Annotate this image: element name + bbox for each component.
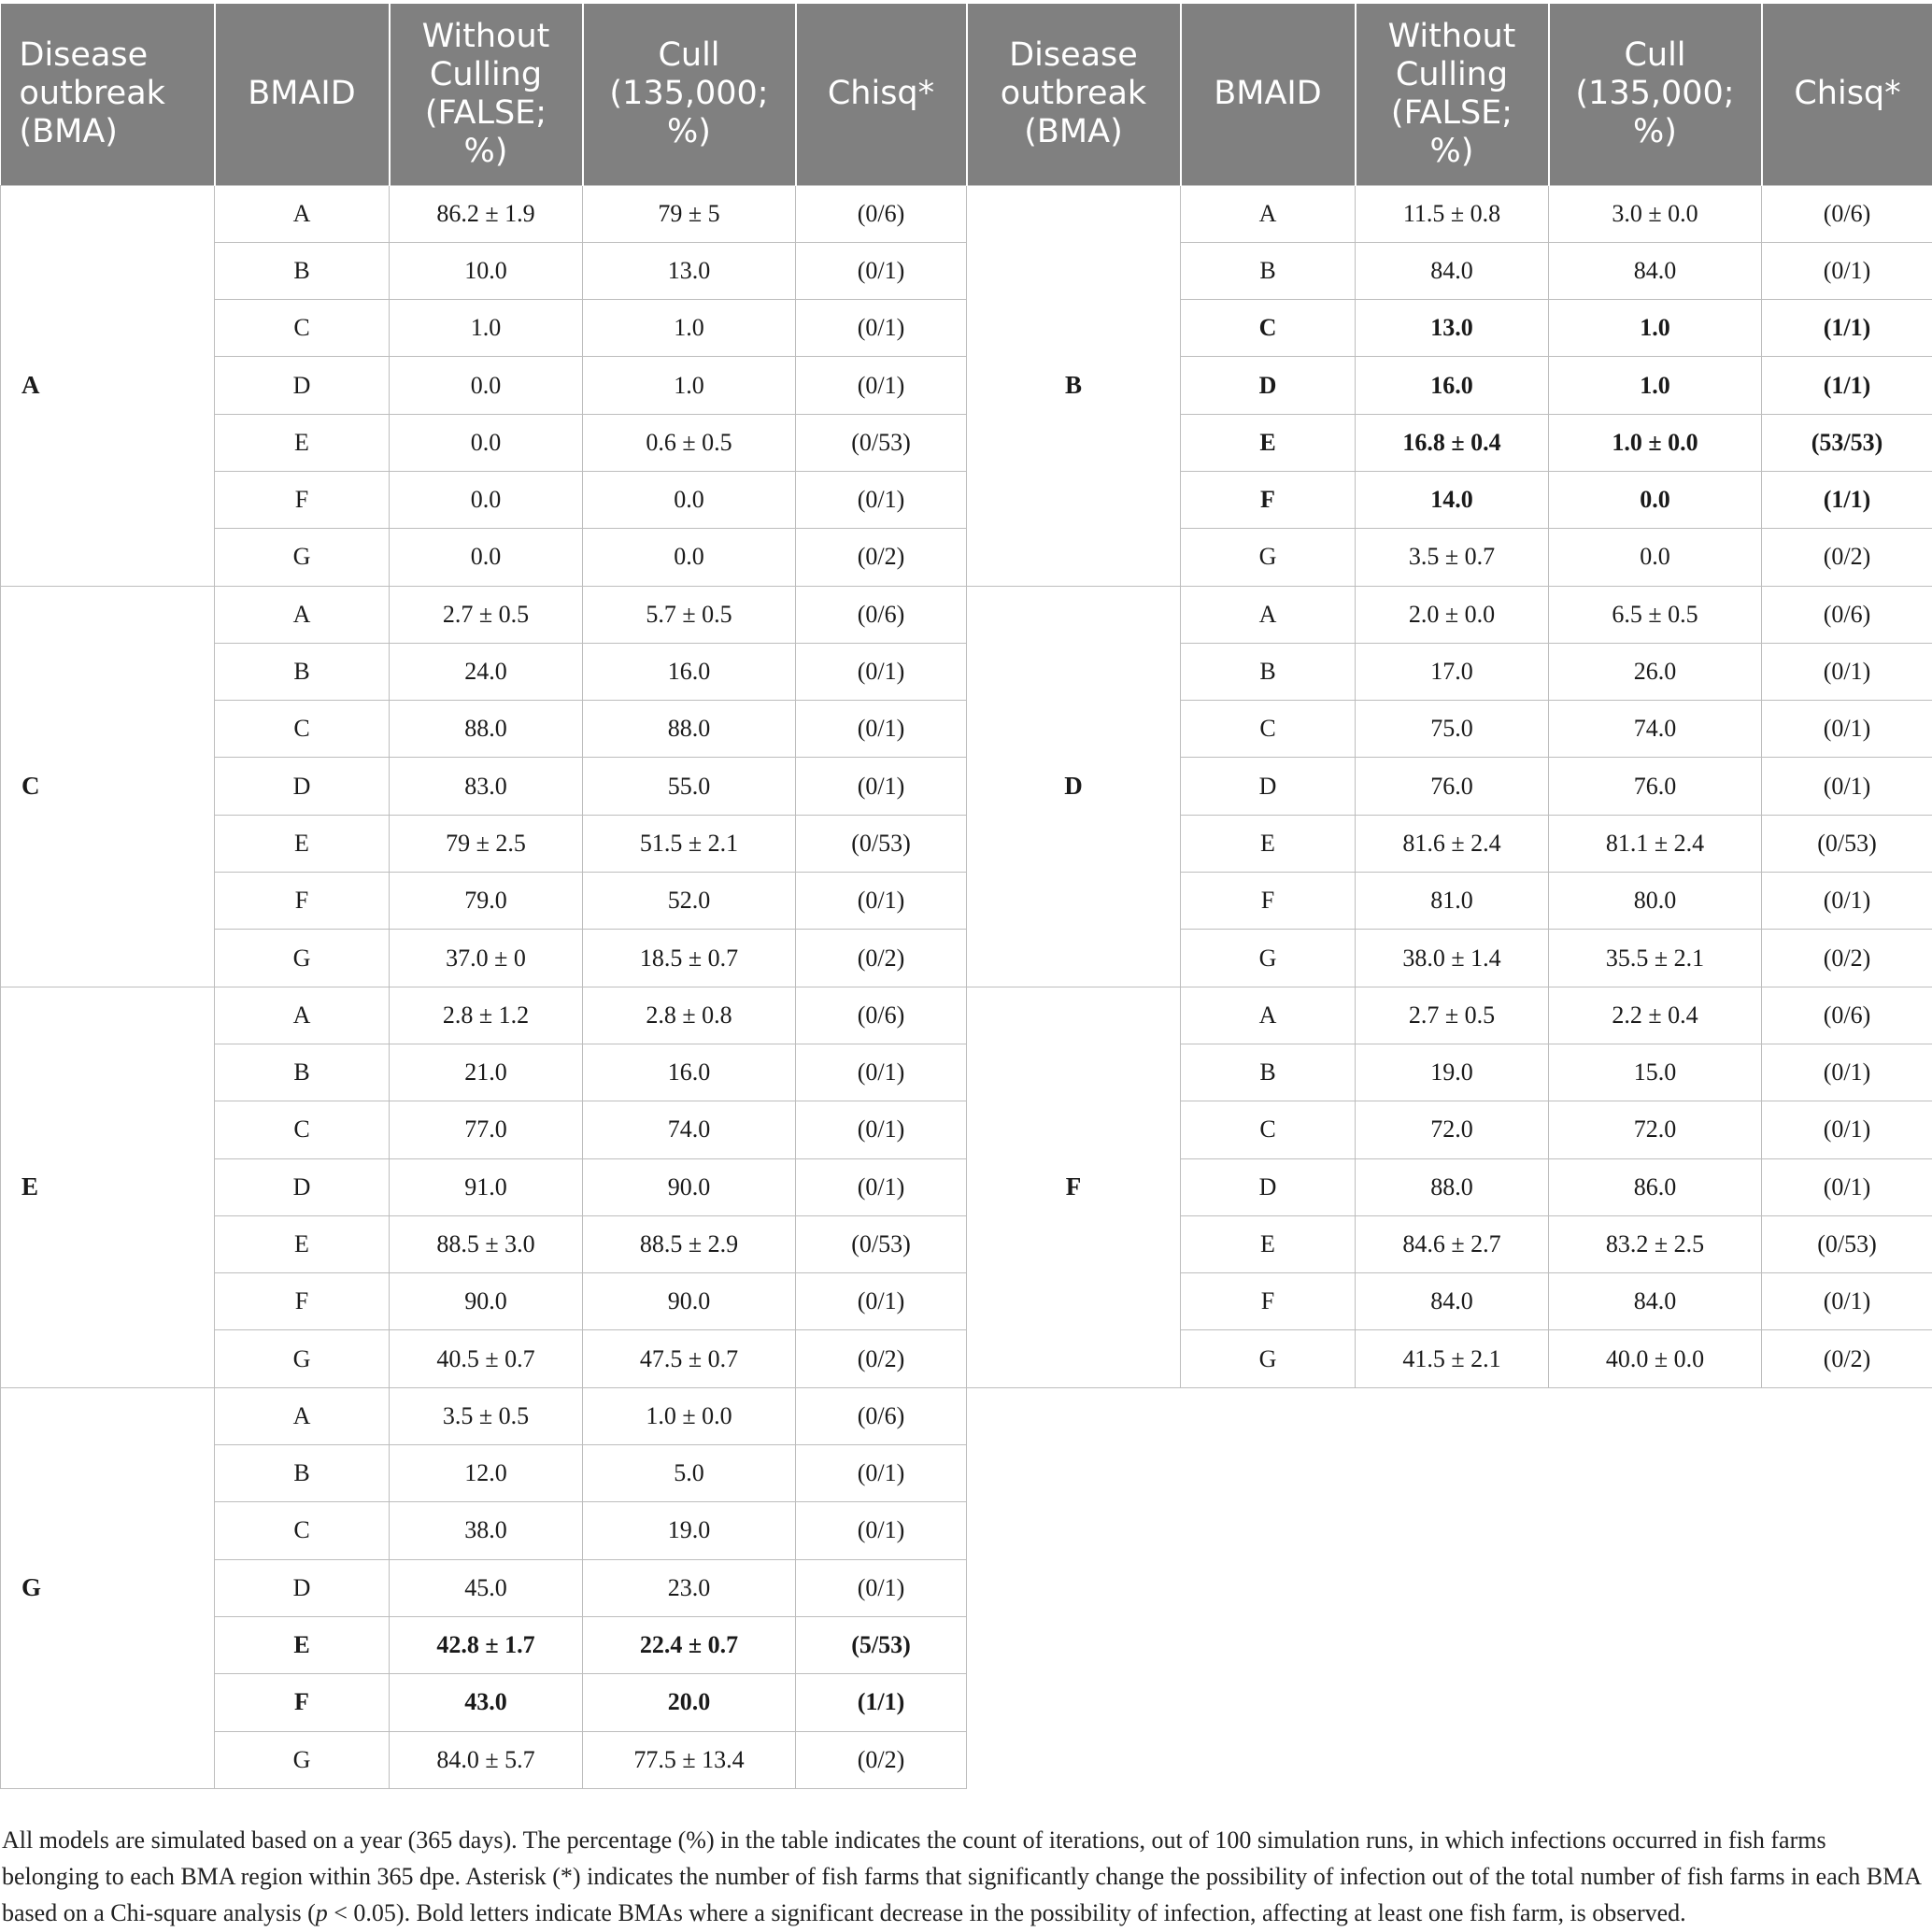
cell-without: 1.0 [390, 300, 583, 357]
cell-bmaid: B [215, 1044, 390, 1101]
cell-chisq: (0/1) [796, 643, 967, 700]
table-footnote [0, 1822, 1925, 1931]
cell-cull: 51.5 ± 2.1 [583, 815, 796, 872]
cell-bmaid: G [215, 1731, 390, 1788]
outbreak-bma-label: F [967, 987, 1181, 1387]
cell-chisq: (0/1) [1762, 758, 1932, 815]
cell-bmaid: C [215, 300, 390, 357]
cell-bmaid: B [215, 1445, 390, 1502]
cell-without: 88.0 [1356, 1158, 1549, 1215]
cell-cull: 5.7 ± 0.5 [583, 586, 796, 643]
cell-cull: 0.0 [1549, 529, 1762, 586]
cell-without: 13.0 [1356, 300, 1549, 357]
cell-cull: 16.0 [583, 1044, 796, 1101]
cell-bmaid: E [1181, 414, 1356, 471]
cell-chisq: (0/1) [1762, 643, 1932, 700]
cell-chisq: (0/6) [796, 586, 967, 643]
cell-bmaid: F [215, 471, 390, 528]
cell-cull: 5.0 [583, 1445, 796, 1502]
cell-bmaid: D [215, 1158, 390, 1215]
cell-bmaid: C [215, 1502, 390, 1559]
cell-cull: 1.0 [583, 357, 796, 414]
cell-cull: 15.0 [1549, 1044, 1762, 1101]
cell-cull: 77.5 ± 13.4 [583, 1731, 796, 1788]
cell-cull: 74.0 [1549, 701, 1762, 758]
outbreak-bma-label: D [967, 586, 1181, 987]
cell-without: 91.0 [390, 1158, 583, 1215]
table-row [1, 1387, 1932, 1444]
cell-without: 45.0 [390, 1559, 583, 1616]
cell-without: 79 ± 2.5 [390, 815, 583, 872]
header-bmaid: BMAID [215, 4, 390, 185]
table-row [1, 758, 1932, 815]
cell-bmaid: E [215, 815, 390, 872]
cell-cull: 81.1 ± 2.4 [1549, 815, 1762, 872]
cell-without: 2.7 ± 0.5 [390, 586, 583, 643]
cell-chisq: (0/53) [1762, 815, 1932, 872]
cell-cull: 1.0 [583, 300, 796, 357]
cell-cull: 84.0 [1549, 242, 1762, 299]
cell-chisq: (0/1) [796, 1445, 967, 1502]
cell-bmaid: A [215, 586, 390, 643]
cell-chisq: (0/1) [1762, 701, 1932, 758]
cell-cull: 1.0 [1549, 357, 1762, 414]
results-table-container [0, 4, 1932, 1789]
cell-bmaid: D [215, 758, 390, 815]
cell-chisq: (1/1) [1762, 471, 1932, 528]
cell-chisq: (0/2) [1762, 930, 1932, 987]
cell-cull: 90.0 [583, 1158, 796, 1215]
cell-chisq: (0/6) [796, 1387, 967, 1444]
cell-chisq: (1/1) [1762, 300, 1932, 357]
cell-cull: 88.0 [583, 701, 796, 758]
cell-chisq: (53/53) [1762, 414, 1932, 471]
cell-without: 16.8 ± 0.4 [1356, 414, 1549, 471]
cell-chisq: (0/6) [1762, 586, 1932, 643]
cell-cull: 76.0 [1549, 758, 1762, 815]
table-row [1, 1215, 1932, 1272]
cell-cull: 1.0 ± 0.0 [1549, 414, 1762, 471]
cell-chisq: (0/1) [1762, 1273, 1932, 1330]
header-chisq: Chisq* [796, 4, 967, 185]
cell-chisq: (0/1) [796, 1044, 967, 1101]
cell-without: 10.0 [390, 242, 583, 299]
cell-without: 12.0 [390, 1445, 583, 1502]
cell-chisq: (0/1) [1762, 873, 1932, 930]
cell-cull: 1.0 ± 0.0 [583, 1387, 796, 1444]
cell-chisq: (0/6) [796, 987, 967, 1044]
header-row [1, 4, 1932, 185]
table-row [1, 1273, 1932, 1330]
cell-cull: 52.0 [583, 873, 796, 930]
cell-without: 86.2 ± 1.9 [390, 185, 583, 242]
cell-without: 75.0 [1356, 701, 1549, 758]
cell-chisq: (0/1) [1762, 1158, 1932, 1215]
cell-cull: 55.0 [583, 758, 796, 815]
outbreak-bma-label: B [967, 185, 1181, 586]
cell-cull: 16.0 [583, 643, 796, 700]
cell-bmaid: C [215, 701, 390, 758]
cell-without: 41.5 ± 2.1 [1356, 1330, 1549, 1387]
cell-cull: 84.0 [1549, 1273, 1762, 1330]
cell-bmaid: G [215, 529, 390, 586]
cell-without: 81.6 ± 2.4 [1356, 815, 1549, 872]
table-row [1, 873, 1932, 930]
outbreak-bma-label: E [1, 987, 215, 1387]
cell-without: 19.0 [1356, 1044, 1549, 1101]
cell-without: 0.0 [390, 414, 583, 471]
cell-without: 84.0 [1356, 1273, 1549, 1330]
cell-without: 37.0 ± 0 [390, 930, 583, 987]
cell-without: 0.0 [390, 471, 583, 528]
cell-cull: 18.5 ± 0.7 [583, 930, 796, 987]
cell-without: 42.8 ± 1.7 [390, 1616, 583, 1673]
footnote-text-2: < 0.05). Bold letters indicate BMAs where a significant decrease in the possibility of infection, affecting at least one fish farm, is observed. [327, 1899, 1686, 1926]
cell-bmaid: B [215, 643, 390, 700]
cell-without: 17.0 [1356, 643, 1549, 700]
cell-chisq: (0/53) [1762, 1215, 1932, 1272]
cell-cull: 22.4 ± 0.7 [583, 1616, 796, 1673]
cell-chisq: (0/6) [1762, 987, 1932, 1044]
cell-chisq: (0/2) [1762, 529, 1932, 586]
cell-bmaid: F [1181, 471, 1356, 528]
cell-cull: 80.0 [1549, 873, 1762, 930]
outbreak-bma-label: A [1, 185, 215, 586]
cell-bmaid: G [1181, 529, 1356, 586]
cell-without: 84.0 [1356, 242, 1549, 299]
cell-bmaid: F [1181, 873, 1356, 930]
cell-chisq: (0/2) [796, 930, 967, 987]
cell-chisq: (1/1) [1762, 357, 1932, 414]
cell-cull: 3.0 ± 0.0 [1549, 185, 1762, 242]
cell-chisq: (0/1) [1762, 1044, 1932, 1101]
header-disease-outbreak: Disease outbreak (BMA) [1, 4, 215, 185]
cell-bmaid: G [215, 1330, 390, 1387]
cell-bmaid: D [1181, 1158, 1356, 1215]
table-row [1, 987, 1932, 1044]
cell-bmaid: B [1181, 643, 1356, 700]
cell-without: 0.0 [390, 357, 583, 414]
table-row [1, 300, 1932, 357]
cell-chisq: (0/1) [1762, 1101, 1932, 1158]
cell-bmaid: A [215, 1387, 390, 1444]
cell-without: 16.0 [1356, 357, 1549, 414]
cell-bmaid: B [1181, 1044, 1356, 1101]
cell-cull: 26.0 [1549, 643, 1762, 700]
cell-chisq: (0/1) [796, 873, 967, 930]
cell-cull: 40.0 ± 0.0 [1549, 1330, 1762, 1387]
table-row [1, 1101, 1932, 1158]
cell-chisq: (1/1) [796, 1674, 967, 1731]
cell-without: 2.0 ± 0.0 [1356, 586, 1549, 643]
cell-bmaid: E [215, 414, 390, 471]
cell-without: 11.5 ± 0.8 [1356, 185, 1549, 242]
cell-bmaid: A [1181, 987, 1356, 1044]
cell-cull: 0.0 [583, 471, 796, 528]
cell-bmaid: E [215, 1215, 390, 1272]
header-disease-outbreak-right: Disease outbreak (BMA) [967, 4, 1181, 185]
cell-bmaid: C [215, 1101, 390, 1158]
cell-chisq: (0/1) [796, 471, 967, 528]
cell-cull: 0.0 [1549, 471, 1762, 528]
cell-bmaid: A [215, 185, 390, 242]
table-row [1, 414, 1932, 471]
cell-bmaid: D [1181, 357, 1356, 414]
table-row [1, 586, 1932, 643]
cell-bmaid: D [215, 357, 390, 414]
cell-chisq: (0/1) [1762, 242, 1932, 299]
cell-chisq: (0/2) [796, 529, 967, 586]
cell-chisq: (0/1) [796, 701, 967, 758]
cell-without: 84.6 ± 2.7 [1356, 1215, 1549, 1272]
cell-chisq: (0/1) [796, 242, 967, 299]
cell-cull: 13.0 [583, 242, 796, 299]
cell-cull: 0.0 [583, 529, 796, 586]
cell-without: 72.0 [1356, 1101, 1549, 1158]
cell-chisq: (0/53) [796, 1215, 967, 1272]
empty-cell [967, 1387, 1932, 1788]
cell-bmaid: F [215, 873, 390, 930]
cell-without: 79.0 [390, 873, 583, 930]
cell-bmaid: C [1181, 300, 1356, 357]
cell-without: 2.8 ± 1.2 [390, 987, 583, 1044]
cell-without: 14.0 [1356, 471, 1549, 528]
cell-without: 88.5 ± 3.0 [390, 1215, 583, 1272]
footnote-text-1: All models are simulated based on a year (365 days). The percentage (%) in the table indicates the count of iterations, out of 100 simulation runs, in which infections occurred in fish farms belonging to each BMA region within 365 dpe. Asterisk (*) indicates the number of fish farms that significantly change the possibility of infection out of the total number of fish farms in each BMA based on a Chi-square analysis ( [2, 1826, 1921, 1926]
cell-bmaid: B [1181, 242, 1356, 299]
cell-chisq: (0/1) [796, 1273, 967, 1330]
header-chisq-right: Chisq* [1762, 4, 1932, 185]
cell-without: 84.0 ± 5.7 [390, 1731, 583, 1788]
cell-without: 88.0 [390, 701, 583, 758]
cell-cull: 2.2 ± 0.4 [1549, 987, 1762, 1044]
cell-chisq: (0/1) [796, 357, 967, 414]
cell-without: 38.0 ± 1.4 [1356, 930, 1549, 987]
cell-bmaid: F [1181, 1273, 1356, 1330]
cell-chisq: (0/1) [796, 1559, 967, 1616]
table-row [1, 643, 1932, 700]
cell-cull: 86.0 [1549, 1158, 1762, 1215]
cell-chisq: (0/53) [796, 815, 967, 872]
table-row [1, 1158, 1932, 1215]
cell-without: 81.0 [1356, 873, 1549, 930]
header-bmaid-right: BMAID [1181, 4, 1356, 185]
cell-without: 83.0 [390, 758, 583, 815]
cell-without: 38.0 [390, 1502, 583, 1559]
cell-without: 24.0 [390, 643, 583, 700]
cell-cull: 35.5 ± 2.1 [1549, 930, 1762, 987]
cell-cull: 90.0 [583, 1273, 796, 1330]
cell-without: 3.5 ± 0.5 [390, 1387, 583, 1444]
cell-cull: 19.0 [583, 1502, 796, 1559]
cell-bmaid: E [1181, 815, 1356, 872]
cell-without: 43.0 [390, 1674, 583, 1731]
outbreak-bma-label: C [1, 586, 215, 987]
cell-bmaid: A [1181, 185, 1356, 242]
header-cull: Cull (135,000; %) [583, 4, 796, 185]
table-row [1, 529, 1932, 586]
cell-cull: 72.0 [1549, 1101, 1762, 1158]
cell-cull: 83.2 ± 2.5 [1549, 1215, 1762, 1272]
cell-without: 76.0 [1356, 758, 1549, 815]
cell-cull: 23.0 [583, 1559, 796, 1616]
cell-chisq: (0/6) [1762, 185, 1932, 242]
cell-chisq: (0/2) [796, 1330, 967, 1387]
cell-cull: 0.6 ± 0.5 [583, 414, 796, 471]
cell-bmaid: D [215, 1559, 390, 1616]
table-body [1, 185, 1932, 1788]
cell-without: 0.0 [390, 529, 583, 586]
header-cull-right: Cull (135,000; %) [1549, 4, 1762, 185]
table-row [1, 357, 1932, 414]
cell-without: 21.0 [390, 1044, 583, 1101]
cell-cull: 79 ± 5 [583, 185, 796, 242]
cell-chisq: (0/1) [796, 300, 967, 357]
cell-bmaid: G [1181, 1330, 1356, 1387]
cell-bmaid: B [215, 242, 390, 299]
outbreak-bma-label: G [1, 1387, 215, 1788]
cell-chisq: (0/6) [796, 185, 967, 242]
cell-without: 3.5 ± 0.7 [1356, 529, 1549, 586]
table-row [1, 815, 1932, 872]
cell-cull: 47.5 ± 0.7 [583, 1330, 796, 1387]
cell-bmaid: A [1181, 586, 1356, 643]
cell-cull: 6.5 ± 0.5 [1549, 586, 1762, 643]
cell-without: 77.0 [390, 1101, 583, 1158]
cell-without: 2.7 ± 0.5 [1356, 987, 1549, 1044]
cell-bmaid: D [1181, 758, 1356, 815]
cell-bmaid: E [1181, 1215, 1356, 1272]
cell-chisq: (0/1) [796, 1101, 967, 1158]
table-row [1, 1044, 1932, 1101]
cell-bmaid: F [215, 1273, 390, 1330]
table-row [1, 471, 1932, 528]
cell-bmaid: G [215, 930, 390, 987]
cell-cull: 74.0 [583, 1101, 796, 1158]
cell-cull: 1.0 [1549, 300, 1762, 357]
table-row [1, 185, 1932, 242]
cell-cull: 20.0 [583, 1674, 796, 1731]
cell-bmaid: F [215, 1674, 390, 1731]
footnote-p-symbol: p [315, 1899, 328, 1926]
cell-chisq: (0/2) [1762, 1330, 1932, 1387]
cell-without: 40.5 ± 0.7 [390, 1330, 583, 1387]
table-row [1, 701, 1932, 758]
table-row [1, 930, 1932, 987]
cell-chisq: (0/2) [796, 1731, 967, 1788]
cell-chisq: (0/1) [796, 758, 967, 815]
cell-bmaid: C [1181, 701, 1356, 758]
cell-bmaid: G [1181, 930, 1356, 987]
cell-cull: 2.8 ± 0.8 [583, 987, 796, 1044]
table-row [1, 242, 1932, 299]
cell-bmaid: C [1181, 1101, 1356, 1158]
table-row [1, 1330, 1932, 1387]
cell-bmaid: E [215, 1616, 390, 1673]
cell-chisq: (0/1) [796, 1158, 967, 1215]
cell-without: 90.0 [390, 1273, 583, 1330]
header-without-culling: Without Culling (FALSE; %) [390, 4, 583, 185]
header-without-culling-right: Without Culling (FALSE; %) [1356, 4, 1549, 185]
cell-chisq: (0/53) [796, 414, 967, 471]
cell-cull: 88.5 ± 2.9 [583, 1215, 796, 1272]
cell-chisq: (0/1) [796, 1502, 967, 1559]
cell-bmaid: A [215, 987, 390, 1044]
cell-chisq: (5/53) [796, 1616, 967, 1673]
results-table [0, 4, 1932, 1789]
